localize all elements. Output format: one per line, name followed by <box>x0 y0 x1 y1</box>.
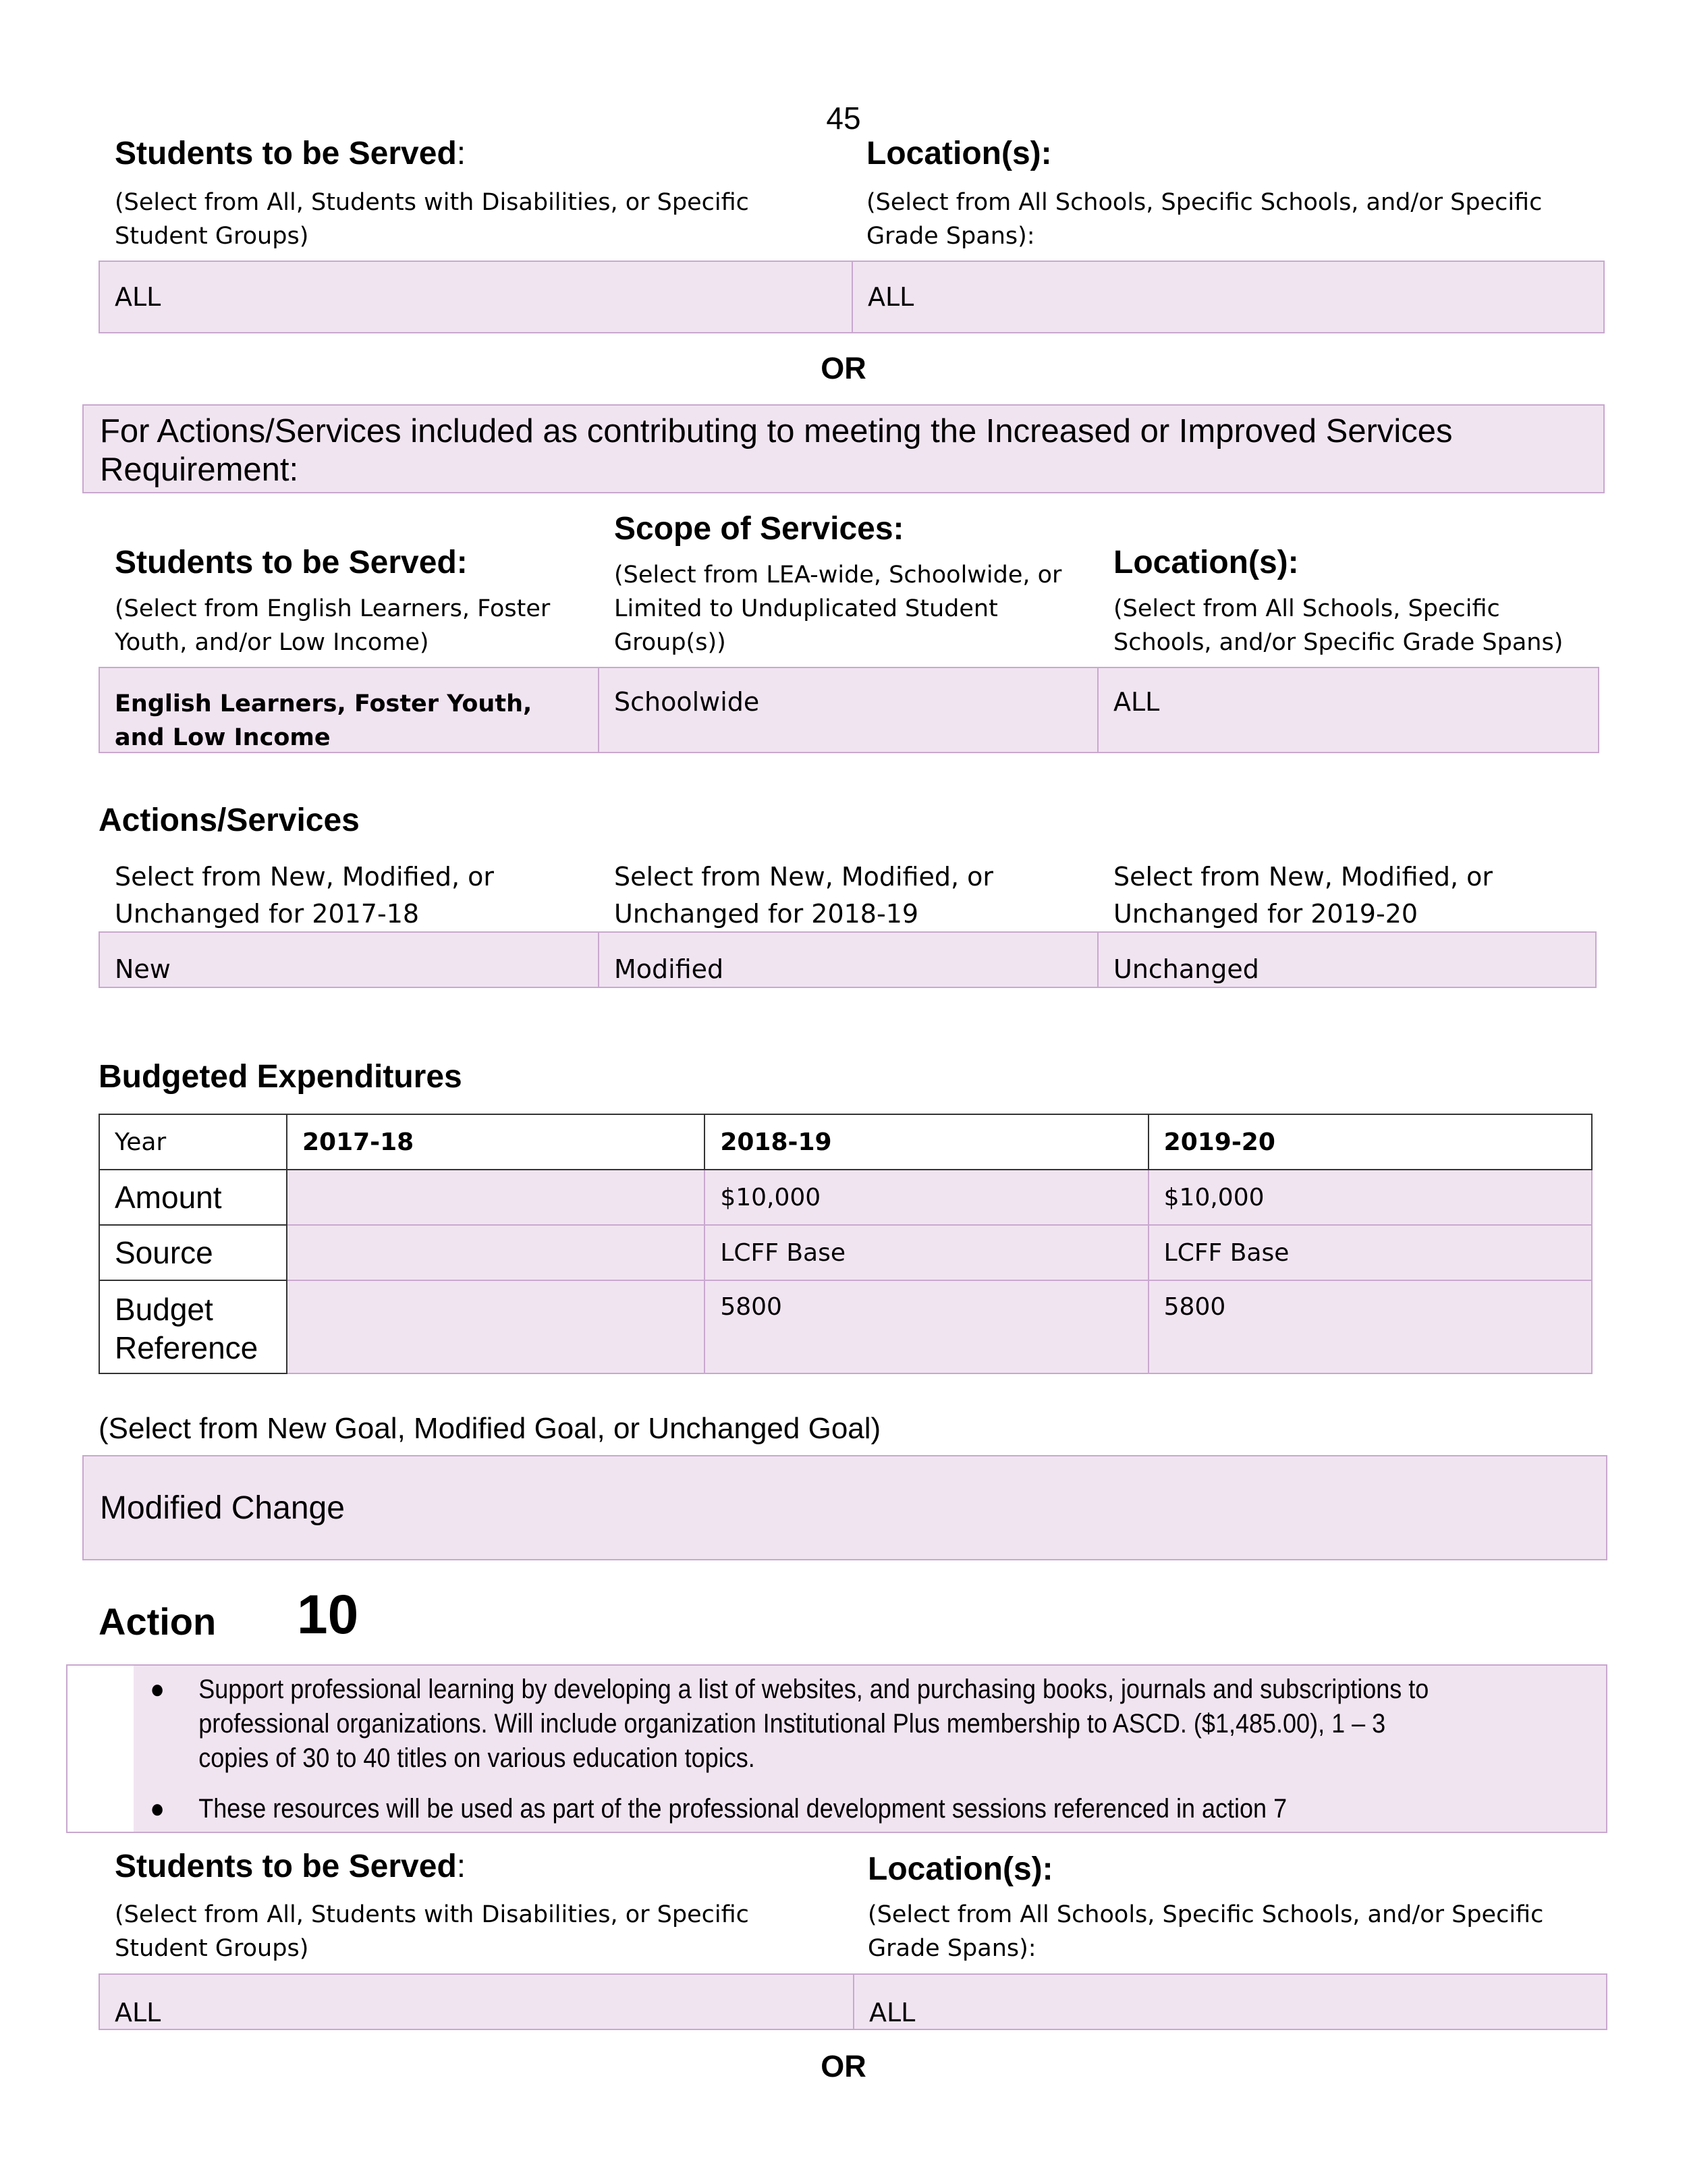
reference-2019[interactable]: 5800 <box>1149 1280 1592 1373</box>
actions-prompt-2018: Select from New, Modified, or Unchanged for 2018-19 <box>614 862 994 929</box>
location-value-3: ALL <box>869 1998 916 2027</box>
budget-row-reference <box>99 1280 1592 1373</box>
students-value: ALL <box>115 282 161 312</box>
amount-2017[interactable] <box>287 1170 704 1225</box>
reference-label: Budget Reference <box>99 1280 287 1373</box>
year-2018: 2018-19 <box>704 1114 1148 1170</box>
location-heading-2: Location(s): <box>1113 545 1299 580</box>
action-bullet-2 <box>139 1792 1451 1826</box>
action-2019-value: Unchanged <box>1113 954 1259 984</box>
amount-2019[interactable]: $10,000 <box>1149 1170 1592 1225</box>
location-heading: Location(s): <box>866 136 1052 171</box>
budget-row-amount <box>99 1170 1592 1225</box>
students-value-3: ALL <box>115 1998 161 2027</box>
bullet-dot-2: ● <box>150 1794 165 1824</box>
page-number: 45 <box>826 101 861 136</box>
students-value-2: English Learners, Foster Youth, and Low Income <box>115 690 532 751</box>
section2-values-row <box>99 667 1599 753</box>
action-number: 10 <box>297 1584 359 1645</box>
bullet-dot-1: ● <box>150 1674 165 1704</box>
action-bullet-1-text: Support professional learning by developing a list of websites, and purchasing books, journals and subscriptions to professional organizations. Will include organization Institutional Plus membership to ASCD. ($1,485.00), 1 – 3 copies of 30 to 40 titles on various education topics. <box>198 1674 1429 1773</box>
goal-value-box[interactable] <box>82 1455 1607 1560</box>
budget-table <box>99 1114 1593 1374</box>
year-2017: 2017-18 <box>287 1114 704 1170</box>
scope-sub-text: (Select from LEA-wide, Schoolwide, or Limited to Unduplicated Student Group(s)) <box>614 562 1062 656</box>
action-bullet-list <box>139 1672 1597 1826</box>
students-to-be-served-heading-3 <box>115 1848 466 1885</box>
students-sub-text-3: (Select from All, Students with Disabilities, or Specific Student Groups) <box>115 1901 749 1962</box>
action-2018-cell[interactable] <box>599 933 1099 987</box>
section1-values-row <box>99 261 1605 333</box>
or-separator-2: OR <box>821 2049 866 2083</box>
location-heading-3: Location(s): <box>868 1851 1053 1887</box>
amount-2018[interactable]: $10,000 <box>704 1170 1148 1225</box>
location-value-cell-2[interactable] <box>1099 668 1598 752</box>
amount-label: Amount <box>99 1170 287 1225</box>
action-label: Action <box>99 1600 217 1643</box>
students-label-colon: : <box>456 136 466 171</box>
location-value-cell-3[interactable] <box>854 1975 1606 2029</box>
location-value-cell[interactable] <box>853 262 1603 332</box>
students-value-cell[interactable] <box>100 262 853 332</box>
section3-values-row <box>99 1973 1607 2030</box>
students-label: Students to be Served <box>115 136 457 171</box>
year-label: Year <box>99 1114 287 1170</box>
action-2017-cell[interactable] <box>100 933 599 987</box>
scope-of-services-heading: Scope of Services: <box>614 511 904 547</box>
budget-row-source <box>99 1225 1592 1280</box>
location-value-2: ALL <box>1113 687 1160 717</box>
budgeted-expenditures-heading: Budgeted Expenditures <box>99 1059 462 1095</box>
source-2018[interactable]: LCFF Base <box>704 1225 1148 1280</box>
students-value-cell-3[interactable] <box>100 1975 854 2029</box>
actions-services-heading: Actions/Services <box>99 802 360 838</box>
location-sub-text-2: (Select from All Schools, Specific Schools, and/or Specific Grade Spans) <box>1113 595 1564 656</box>
actions-values-row <box>99 931 1597 988</box>
action-2017-value: New <box>115 954 171 984</box>
scope-value: Schoolwide <box>614 687 760 717</box>
students-sub-text: (Select from All, Students with Disabilities, or Specific Student Groups) <box>115 189 749 250</box>
actions-prompt-2017: Select from New, Modified, or Unchanged for 2017-18 <box>115 862 495 929</box>
year-2019: 2019-20 <box>1149 1114 1592 1170</box>
location-sub-text: (Select from All Schools, Specific Schools, and/or Specific Grade Spans): <box>866 189 1543 250</box>
action-2018-value: Modified <box>614 954 724 984</box>
action-bullet-1 <box>139 1672 1451 1776</box>
students-sub-text-2: (Select from English Learners, Foster Youth, and/or Low Income) <box>115 595 551 656</box>
action-2019-cell[interactable] <box>1099 933 1595 987</box>
or-separator-1: OR <box>821 351 866 385</box>
students-label-colon-3: : <box>456 1849 466 1884</box>
students-value-cell-2[interactable] <box>100 668 599 752</box>
budget-row-year <box>99 1114 1592 1170</box>
reference-2018[interactable]: 5800 <box>704 1280 1148 1373</box>
actions-prompt-2019: Select from New, Modified, or Unchanged for 2019-20 <box>1113 862 1493 929</box>
scope-value-cell[interactable] <box>599 668 1099 752</box>
reference-2017[interactable] <box>287 1280 704 1373</box>
source-label: Source <box>99 1225 287 1280</box>
increased-services-box: For Actions/Services included as contributing to meeting the Increased or Improved Services Requirement: <box>82 404 1605 493</box>
goal-prompt: (Select from New Goal, Modified Goal, or Unchanged Goal) <box>99 1412 881 1445</box>
goal-value: Modified Change <box>100 1490 345 1526</box>
location-value: ALL <box>868 282 914 312</box>
source-2019[interactable]: LCFF Base <box>1149 1225 1592 1280</box>
students-label-3: Students to be Served <box>115 1849 457 1884</box>
location-sub-text-3: (Select from All Schools, Specific Schools, and/or Specific Grade Spans): <box>868 1901 1544 1962</box>
action-description-box <box>66 1664 1607 1833</box>
students-to-be-served-heading-2: Students to be Served: <box>115 545 468 580</box>
source-2017[interactable] <box>287 1225 704 1280</box>
students-to-be-served-heading <box>115 135 466 172</box>
action-bullet-2-text: These resources will be used as part of the professional development sessions referenced in action 7 <box>198 1794 1288 1824</box>
